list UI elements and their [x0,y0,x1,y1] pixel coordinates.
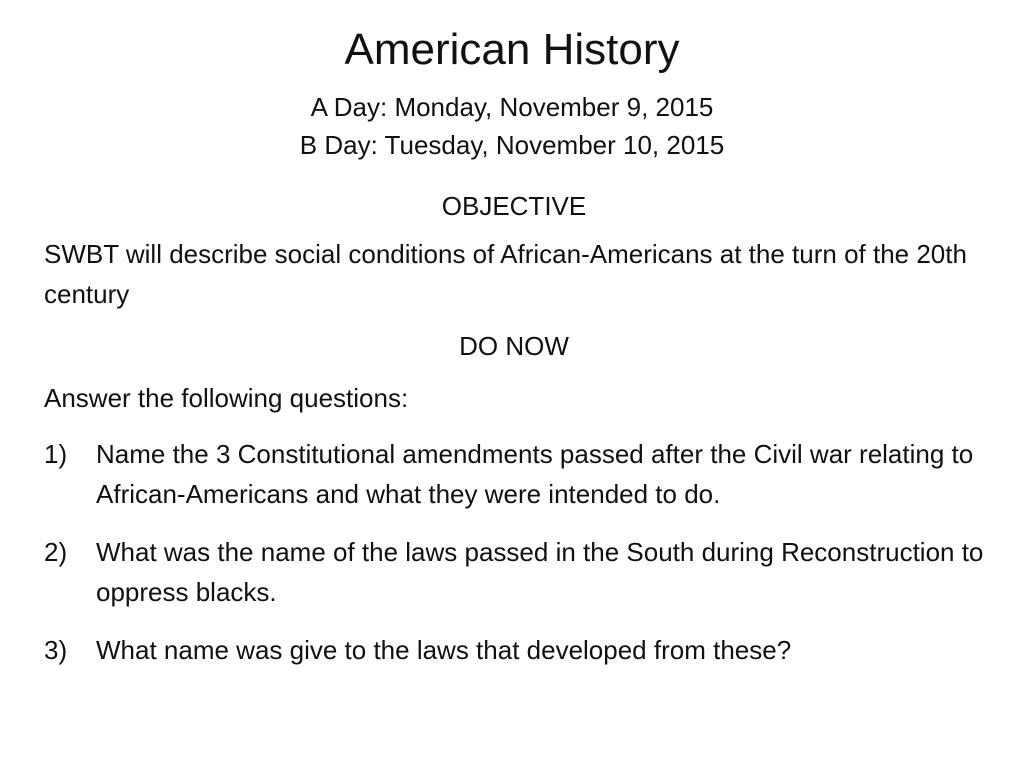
do-now-intro: Answer the following questions: [44,383,409,413]
do-now-heading: DO NOW [459,331,569,361]
question-number: 2) [44,537,68,567]
question-text: What name was give to the laws that developed from these? [96,635,792,665]
a-day-date: A Day: Monday, November 9, 2015 [310,92,714,122]
question-text: Name the 3 Constitutional amendments passed after the Civil war relating to African-Americans and what they were intended to do. [96,439,974,509]
b-day-date: B Day: Tuesday, November 10, 2015 [299,130,725,160]
question-list [44,434,984,670]
slide-title: American History [344,25,680,74]
objective-heading: OBJECTIVE [441,191,587,221]
question-item [44,532,984,612]
question-text: What was the name of the laws passed in the South during Reconstruction to oppress blacks. [96,537,984,607]
question-number: 1) [44,439,68,469]
question-number: 3) [44,635,68,665]
objective-text: SWBT will describe social conditions of African-Americans at the turn of the 20th century [44,239,967,309]
title-block [0,24,1024,164]
question-item [44,434,984,514]
slide-body [44,186,984,688]
question-item [44,630,984,670]
